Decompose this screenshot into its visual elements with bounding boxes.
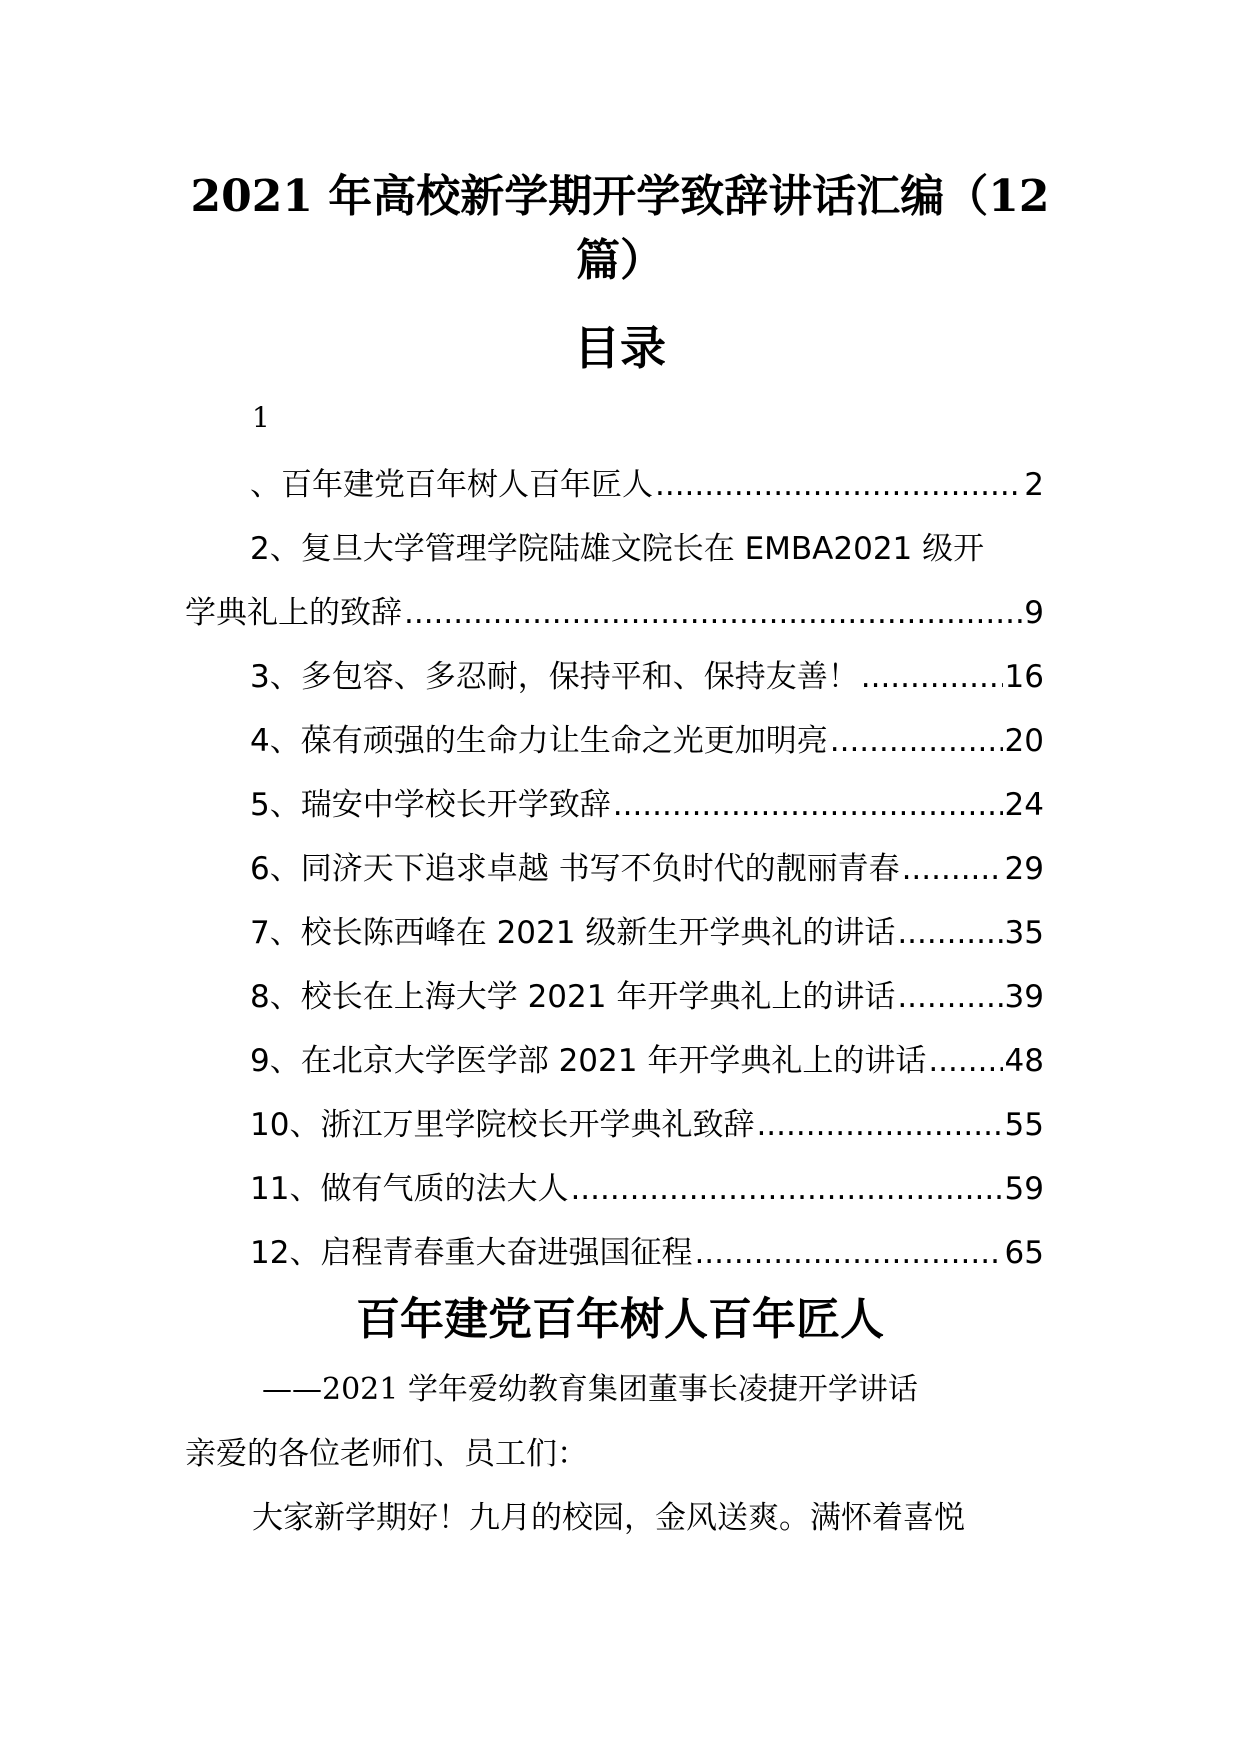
toc-leader-dots [902, 849, 1003, 889]
toc-entry[interactable] [250, 1169, 1044, 1209]
body-paragraph: 大家新学期好！九月的校园，金风送爽。满怀着喜悦 [252, 1500, 965, 1536]
toc-entry-label: 2、复旦大学管理学院陆雄文院长在 EMBA2021 级开 [250, 531, 985, 567]
toc-entry[interactable] [250, 1041, 1044, 1081]
toc-leader-dots [694, 1233, 1002, 1273]
section-subtitle: ——2021 学年爱幼教育集团董事长凌捷开学讲话 [262, 1372, 918, 1407]
salutation-paragraph: 亲爱的各位老师们、员工们： [185, 1436, 588, 1472]
toc-entry-label: 10、浙江万里学院校长开学典礼致辞 [250, 1107, 755, 1143]
toc-leader-dots [830, 721, 1003, 761]
toc-entry-page: 35 [1004, 915, 1044, 951]
toc-entry[interactable] [250, 1105, 1044, 1145]
toc-entry-page: 59 [1004, 1171, 1044, 1207]
toc-first-number: 1 [252, 401, 270, 434]
toc-leader-dots [897, 913, 1002, 953]
toc-entry-page: 16 [1004, 659, 1044, 695]
toc-entry[interactable] [250, 913, 1044, 953]
toc-entry-page: 9 [1024, 595, 1044, 631]
toc-entry-page: 20 [1004, 723, 1044, 759]
toc-leader-dots [756, 1105, 1002, 1145]
toc-entry[interactable] [250, 657, 1044, 697]
toc-entry-label-continuation: 学典礼上的致辞 [185, 595, 402, 631]
toc-entry-label: 4、葆有顽强的生命力让生命之光更加明亮 [250, 723, 828, 759]
toc-leader-dots [655, 465, 1022, 505]
toc-entry-page: 2 [1024, 467, 1044, 503]
toc-entry[interactable] [250, 529, 1044, 569]
toc-entry-label: 8、校长在上海大学 2021 年开学典礼上的讲话 [250, 979, 896, 1015]
toc-leader-dots [613, 785, 1003, 825]
toc-entry-page: 39 [1004, 979, 1044, 1015]
section-title: 百年建党百年树人百年匠人 [356, 1294, 884, 1345]
toc-entry-label: 6、同济天下追求卓越 书写不负时代的靓丽青春 [250, 851, 900, 887]
toc-entry[interactable] [250, 785, 1044, 825]
toc-entry-label: 3、多包容、多忍耐，保持平和、保持友善！ [250, 659, 859, 695]
toc-entry-label: 11、做有气质的法大人 [250, 1171, 569, 1207]
toc-entry-page: 24 [1004, 787, 1044, 823]
toc-entry-label: 、百年建党百年树人百年匠人 [250, 467, 653, 503]
toc-entry-page: 29 [1004, 851, 1044, 887]
document-title-line2: 篇） [576, 235, 664, 286]
toc-leader-dots [570, 1169, 1002, 1209]
toc-entry-page: 48 [1004, 1043, 1044, 1079]
toc-entry[interactable] [250, 977, 1044, 1017]
document-title-line1: 2021 年高校新学期开学致辞讲话汇编（12 [190, 171, 1050, 222]
toc-entry-page: 55 [1004, 1107, 1044, 1143]
toc-entry-page: 65 [1004, 1235, 1044, 1271]
toc-entry[interactable] [250, 849, 1044, 889]
toc-leader-dots [897, 977, 1002, 1017]
toc-entry-label: 7、校长陈西峰在 2021 级新生开学典礼的讲话 [250, 915, 896, 951]
toc-entry-label: 5、瑞安中学校长开学致辞 [250, 787, 611, 823]
toc-entry-label: 12、启程青春重大奋进强国征程 [250, 1235, 693, 1271]
toc-leader-dots [928, 1041, 1002, 1081]
toc-leader-dots [861, 657, 1003, 697]
toc-entry[interactable] [250, 1233, 1044, 1273]
toc-entry[interactable] [250, 465, 1044, 505]
toc-entry[interactable] [250, 721, 1044, 761]
toc-leader-dots [404, 593, 1022, 633]
toc-heading: 目录 [574, 321, 666, 375]
toc-entry-continuation[interactable] [185, 593, 1044, 633]
toc-entry-label: 9、在北京大学医学部 2021 年开学典礼上的讲话 [250, 1043, 927, 1079]
